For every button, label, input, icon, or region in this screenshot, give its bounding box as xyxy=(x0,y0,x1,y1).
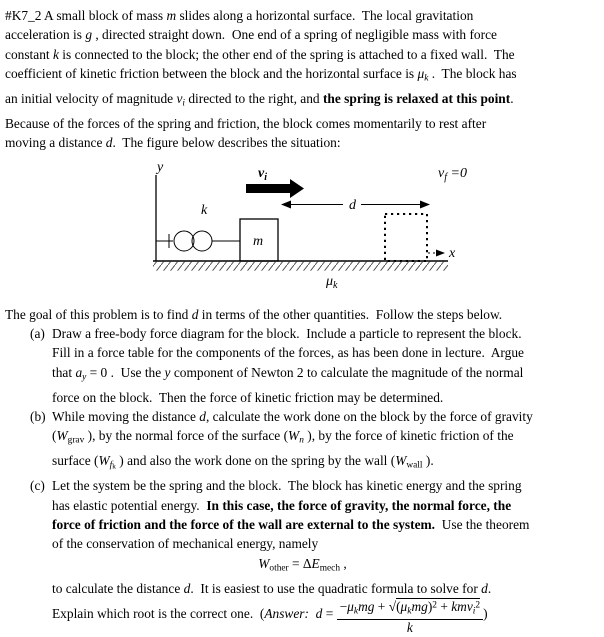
text-line: moving a distance d. The figure below describes the situation: xyxy=(5,135,341,151)
d-arrow-right xyxy=(420,200,430,208)
sqrt-radical-sign: √ xyxy=(388,598,397,614)
text-line: surface ($Wf_k$ ) and also the work done on the spring by the wall (Wwall ). xyxy=(52,453,434,471)
velocity-arrow xyxy=(246,179,304,198)
text-segment: Let the system be the spring and the block. The block has kinetic energy and the spring xyxy=(52,478,522,494)
spring-constant-label: k xyxy=(201,202,208,218)
text-line: acceleration is g , directed straight down. One end of a spring of negligible mass with force xyxy=(5,27,497,43)
answer-fraction xyxy=(337,599,483,637)
item-a xyxy=(5,324,600,407)
text-line: has elastic potential energy. In this case, the force of gravity, the normal force, the xyxy=(52,497,512,513)
text-line: coefficient of kinetic friction between the block and the horizontal surface is μk . The block has xyxy=(5,66,517,84)
figure-canvas xyxy=(0,157,604,297)
text-line: an initial velocity of magnitude vi directed to the right, and the spring is relaxed at this point. xyxy=(5,90,514,109)
x-axis-label: x xyxy=(449,245,456,261)
goal-line: The goal of this problem is to find d in terms of the other quantities. Follow the steps below. xyxy=(5,306,503,322)
item-marker: (c) xyxy=(30,478,45,494)
text-line: of the conservation of mechanical energy, namely xyxy=(52,536,319,552)
mechanical-energy-equation: Wother = ΔEmech , xyxy=(258,555,347,574)
text-line xyxy=(5,324,600,343)
text-line xyxy=(5,407,600,426)
ground-hatching xyxy=(153,261,448,270)
figure xyxy=(0,157,600,297)
answer-close-paren: ) xyxy=(483,605,488,621)
text-line: to calculate the distance d. It is easiest to use the quadratic formula to solve for d. xyxy=(52,580,492,596)
intro-paragraph xyxy=(5,6,600,153)
item-marker: (a) xyxy=(30,325,45,341)
spring-coil xyxy=(174,231,194,251)
item-marker: (b) xyxy=(30,408,46,424)
text-line: constant k is connected to the block; the other end of the spring is attached to a fixed wall. The xyxy=(5,46,515,62)
text-line: force on the block. Then the force of kinetic friction may be determined. xyxy=(52,389,444,405)
friction-coefficient-label: $\mu_k$ xyxy=(326,273,338,291)
fraction-numerator xyxy=(337,599,483,620)
item-b xyxy=(5,407,600,476)
text-line xyxy=(5,476,600,495)
distance-label: d xyxy=(349,197,356,213)
text-line: #K7_2 A small block of mass m slides along a horizontal surface. The local gravitation xyxy=(5,8,474,23)
sqrt-radicand: $(\mu kmg)^2$ + kmvi$^2$ xyxy=(396,598,481,617)
final-velocity-label: $v_f =0$ xyxy=(438,165,467,183)
initial-velocity-label: $v_i$ xyxy=(258,165,267,183)
answer-line xyxy=(5,599,600,637)
text-line: Because of the forces of the spring and friction, the block comes momentarily to rest after xyxy=(5,115,487,131)
y-axis-label: y xyxy=(157,159,164,175)
mass-label: m xyxy=(253,233,264,249)
numerator-prefix: −μkmg + xyxy=(339,598,389,617)
spring-coil xyxy=(192,231,212,251)
text-line: (Wgrav ), by the normal force of the surface (Wn ), by the force of kinetic friction of the xyxy=(52,428,514,446)
text-line: that ay = 0 . Use the y component of Newton 2 to calculate the magnitude of the normal xyxy=(52,364,524,383)
text-line: Fill in a force table for the components of the forces, as has been done in lecture. Argue xyxy=(52,345,524,361)
answer-prefix: Explain which root is the correct one. (Answer: d = xyxy=(52,605,337,621)
item-c xyxy=(5,476,600,598)
x-axis-arrow xyxy=(436,249,445,256)
text-segment: While moving the distance d, calculate the work done on the block by the force of gravity xyxy=(52,408,533,424)
text-segment: Draw a free-body force diagram for the block. Include a particle to represent the block. xyxy=(52,325,522,341)
final-position-box xyxy=(385,214,427,261)
fraction-denominator: k xyxy=(406,619,413,635)
text-line: force of friction and the force of the wall are external to the system. Use the theorem xyxy=(52,516,530,532)
